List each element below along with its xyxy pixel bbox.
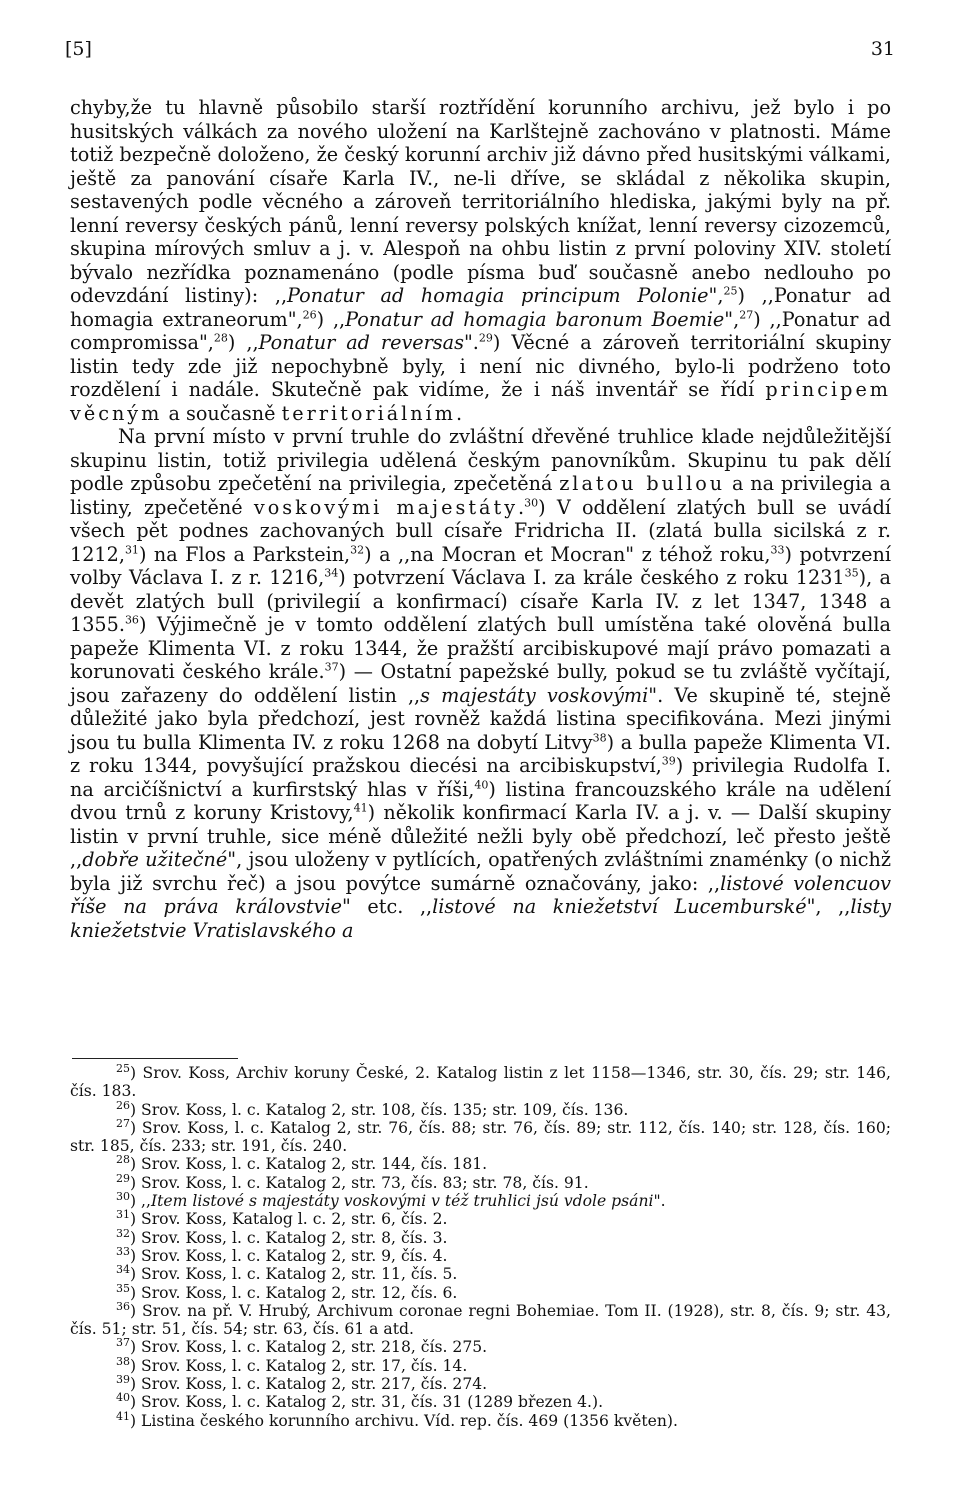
footnote-text: ) Srov. Koss, Katalog l. c. 2, str. 6, čís. 2. (130, 1210, 448, 1229)
text: chyby,že tu hlavně působilo starší roztřídění korunního archivu, jež bylo i po husitských válkách za nového uložení na Karlštejně zachováno v platnosti. Máme totiž bezpečně doloženo, že český korunní archiv již dávno před husitskými válkami, ještě za panování císaře Karla IV., ne-li dříve, se skládal z několika skupin, sestavených podle věcného a zároveň territoriálního hlediska, jakými byly na př. lenní reversy českých pánů, lenní reversy polských knížat, lenní reversy cizozemců, skupina mírových smluv a j. v. Alespoň na ohbu listin z první poloviny XIV. století bývalo nezřídka poznamenáno (podle písma buď současně anebo nedlouho po odevzdání listiny): ,, (70, 96, 891, 307)
footnote-34 (70, 1265, 891, 1283)
footnote-number: 38 (116, 1354, 130, 1368)
footnote-text: ) Srov. Koss, Archiv koruny České, 2. Katalog listin z let 1158—1346, str. 30, čís. 29; str. 146, čís. 183. (70, 1064, 891, 1101)
emphasis: voskovými majestáty (253, 495, 519, 519)
text: " etc. ,, (341, 895, 433, 918)
footnote-text: ) Srov. Koss, l. c. Katalog 2, str. 76, čís. 88; str. 76, čís. 89; str. 112, čís. 140; str. 128, čís. 160; str. 185, čís. 233; str. 191, čís. 240. (70, 1118, 891, 1156)
footnote-ref: 38 (592, 731, 607, 745)
footnote-number: 30 (116, 1189, 130, 1203)
footnote-divider (72, 1058, 238, 1059)
text: a na privilegia a listiny, zpečetěné (70, 472, 891, 519)
footnote-text: ". (653, 1192, 666, 1211)
footnote-ref: 34 (324, 566, 339, 580)
footnote-27 (70, 1116, 891, 1156)
text: ) ,, (316, 307, 346, 331)
text: ) listina francouzského krále na udělení dvou trnů z koruny Kristovy, (70, 777, 891, 824)
latin-quote: Ponatur ad homagia principum Polonie (287, 284, 709, 307)
emphasis: principem věcným (70, 378, 891, 425)
text: ". (463, 331, 479, 354)
footnote-ref: 35 (844, 566, 859, 580)
text: ) potvrzení Václava I. za krále českého z roku 1231 (338, 566, 845, 589)
text: ) a bulla papeže Klimenta VI. z roku 1344, povyšující pražskou diecési na arcibiskupství, (70, 730, 891, 777)
footnote-26 (70, 1098, 891, 1119)
quote: listové na kniežetství Lucemburské (432, 895, 807, 918)
footnote-text: ) Srov. Koss, l. c. Katalog 2, str. 217, čís. 274. (130, 1375, 488, 1394)
footnote-text: ) Srov. Koss, l. c. Katalog 2, str. 17, čís. 14. (130, 1356, 468, 1375)
footnote-number: 33 (116, 1244, 130, 1258)
footnote-ref: 40 (474, 778, 489, 792)
page-number: 31 (870, 38, 895, 60)
quote: listové volencuov říše na práva královstvie (70, 871, 891, 918)
footnote-29 (70, 1171, 891, 1192)
footnote-ref: 32 (350, 543, 365, 557)
page-header (65, 38, 895, 62)
footnote-text: ) Listina českého korunního archivu. Víd. rep. čís. 469 (1356 květen). (130, 1411, 678, 1430)
text: ) V oddělení zlatých bull se uvádí všech pět podnes zachovaných bull císaře Fridricha II. (zlatá bulla sicilská z r. 1212, (70, 495, 891, 566)
footnote-36 (70, 1299, 891, 1339)
quote: dobře užitečné (82, 848, 228, 871)
footnote-text: ) Srov. Koss, l. c. Katalog 2, str. 144, čís. 181. (130, 1155, 488, 1174)
text: ". Ve skupině té, stejně důležité jako byla předchozí, jest rovněž každá listina specifikována. Mezi jinými jsou tu bulla Klimenta IV. z roku 1268 na dobytí Litvy (70, 683, 891, 754)
text: . (518, 495, 525, 519)
text: ) — Ostatní papežské bully, pokud se tu zvláště vyčítají, jsou zařazeny do oddělení listin ,, (70, 660, 891, 707)
footnote-number: 40 (116, 1391, 130, 1405)
paragraph-2 (70, 425, 891, 942)
footnote-33 (70, 1244, 891, 1265)
footnote-text: ) Srov. Koss, l. c. Katalog 2, str. 73, čís. 83; str. 78, čís. 91. (130, 1173, 589, 1192)
latin-quote: Ponatur ad homagia baronum Boemie (345, 307, 725, 331)
footnote-ref: 39 (661, 754, 676, 768)
text: ), a devět zlatých bull (privilegií a konfirmací) císaře Karla IV. z let 1347, 1348 a 1355. (70, 566, 891, 636)
text: ", (724, 307, 740, 331)
footnote-text: ) Srov. na př. V. Hrubý, Archivum coronae regni Bohemiae. Tom II. (1928), str. 8, čís. 9; str. 43, čís. 51; str. 51, čís. 54; str. 63, čís. 61 a atd. (70, 1301, 891, 1339)
footnote-37 (70, 1338, 891, 1356)
text: a současně (162, 401, 282, 425)
footnote-number: 31 (116, 1208, 130, 1222)
footnote-number: 32 (116, 1226, 130, 1240)
footnote-ref: 26 (302, 308, 317, 322)
footnote-ref: 25 (723, 284, 738, 298)
footnote-number: 26 (116, 1098, 130, 1112)
text: Na první místo v první truhle do zvláštní dřevěné truhlice klade nejdůležitější skupinu listin, totiž privilegia udělená českým panovníkům. Skupinu tu pak dělí podle způsobu zpečetění na privilegia, zpečetěná (70, 425, 891, 495)
footnote-40 (70, 1393, 891, 1411)
footnote-text: ) Srov. Koss, l. c. Katalog 2, str. 8, čís. 3. (130, 1228, 448, 1247)
footnote-text: ) Srov. Koss, l. c. Katalog 2, str. 218, čís. 275. (130, 1338, 488, 1357)
footnote-number: 34 (116, 1263, 130, 1277)
footnote-ref: 29 (478, 331, 493, 345)
text: . (455, 401, 463, 425)
footnote-31 (70, 1210, 891, 1228)
footnote-number: 25 (116, 1061, 130, 1075)
text: ) na Flos a Parkstein, (138, 542, 351, 566)
emphasis: zlatou bullou (559, 472, 726, 495)
footnote-ref: 28 (213, 331, 228, 345)
footnote-number: 29 (116, 1171, 130, 1185)
footnote-quote: Item listové s majestáty voskovými v též truhlici jsú vdole psáni (150, 1192, 654, 1211)
main-text (70, 96, 891, 942)
footnote-28 (70, 1155, 891, 1173)
footnote-ref: 30 (524, 496, 539, 510)
footnote-ref: 33 (770, 543, 785, 557)
footnotes (70, 1061, 891, 1430)
footnote-ref: 37 (324, 660, 339, 674)
text: ) několik konfirmací Karla IV. a j. v. — Další skupiny listin v první truhle, sice méně důležité nežli byly obě předchozí, leč přesto ještě ,, (70, 801, 891, 871)
text: ) privilegia Rudolfa I. na arcičíšnictví a kurfirstský hlas v říši, (70, 754, 891, 801)
text: ", jsou uloženy v pytlících, opatřených zvláštními znaménky (o nichž byla již svrchu řeč) a jsou povýtce sumárně označovány, jako: ,, (70, 848, 891, 895)
text: ) Výjimečně je v tomto oddělení zlatých bull umístěna také olověná bulla papeže Klimenta VI. z roku 1344, že pražští arcibiskupové mají právo pomazati a korunovati českého krále. (70, 613, 891, 683)
footnote-ref: 36 (124, 613, 139, 627)
section-number: [5] (65, 38, 92, 60)
footnote-ref: 31 (124, 543, 139, 557)
footnote-ref: 41 (353, 801, 368, 815)
emphasis: territoriálním (281, 401, 456, 425)
text: ) ,,Ponatur ad homagia extraneorum", (70, 284, 891, 331)
footnote-number: 28 (116, 1153, 130, 1167)
footnote-text: ) Srov. Koss, l. c. Katalog 2, str. 31, čís. 31 (1289 březen 4.). (130, 1393, 604, 1412)
quote: listy kniežetstvie Vratislavského a (70, 895, 891, 942)
text: ) Věcné a zároveň territoriální skupiny listin tedy zde již nepochybně byly, i není nic divného, bylo-li podrženo toto rozdělení i nadále. Skutečně pak vidíme, že i náš inventář se řídí (70, 331, 891, 401)
footnote-35 (70, 1281, 891, 1302)
quote: s majestáty voskovými (420, 683, 649, 707)
footnote-number: 27 (116, 1116, 130, 1130)
footnote-text: ) Srov. Koss, l. c. Katalog 2, str. 108, čís. 135; str. 109, čís. 136. (130, 1100, 629, 1119)
footnote-25 (70, 1061, 891, 1101)
text: ) potvrzení volby Václava I. z r. 1216, (70, 542, 891, 589)
text: ", (708, 284, 724, 307)
text: ", ,, (806, 895, 851, 918)
text: ) a ,,na Mocran et Mocran" z téhož roku, (364, 542, 771, 566)
footnote-ref: 27 (739, 308, 754, 322)
text: ) ,,Ponatur ad compromissa", (70, 307, 891, 354)
footnote-number: 39 (116, 1372, 130, 1386)
footnote-39 (70, 1372, 891, 1394)
footnote-number: 37 (116, 1336, 130, 1350)
footnote-30 (70, 1189, 891, 1211)
latin-quote: Ponatur ad reversas (258, 331, 464, 354)
footnote-text: ) ,, (130, 1192, 151, 1211)
footnote-number: 35 (116, 1281, 130, 1295)
footnote-32 (70, 1226, 891, 1247)
paragraph-1 (70, 96, 891, 425)
footnote-text: ) Srov. Koss, l. c. Katalog 2, str. 12, čís. 6. (130, 1283, 458, 1302)
footnote-41 (70, 1409, 891, 1430)
footnote-number: 36 (116, 1299, 130, 1313)
footnote-38 (70, 1354, 891, 1375)
footnote-text: ) Srov. Koss, l. c. Katalog 2, str. 9, čís. 4. (130, 1246, 448, 1265)
footnote-number: 41 (116, 1409, 130, 1423)
text: ) ,, (227, 331, 259, 354)
footnote-text: ) Srov. Koss, l. c. Katalog 2, str. 11, čís. 5. (130, 1265, 458, 1284)
